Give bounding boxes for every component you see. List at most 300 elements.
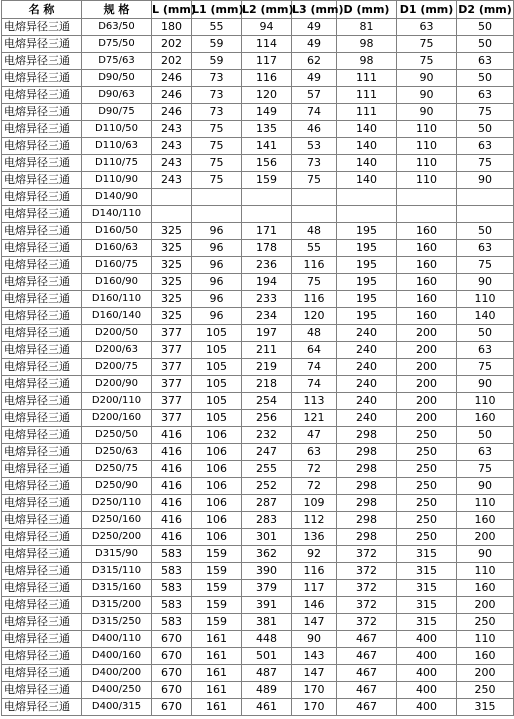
cell-spec: D75/50 <box>82 36 152 53</box>
cell-d2: 200 <box>457 597 514 614</box>
cell-l3: 53 <box>292 138 337 155</box>
cell-l3: 120 <box>292 308 337 325</box>
cell-l2: 178 <box>242 240 292 257</box>
cell-l: 243 <box>152 121 192 138</box>
cell-d: 195 <box>337 308 397 325</box>
cell-spec: D200/50 <box>82 325 152 342</box>
header-l3: L3 (mm) <box>292 1 337 19</box>
cell-l: 243 <box>152 138 192 155</box>
cell-d: 372 <box>337 546 397 563</box>
cell-name: 电熔异径三通 <box>2 529 82 546</box>
cell-l1: 96 <box>192 223 242 240</box>
cell-l1: 106 <box>192 495 242 512</box>
cell-d2: 160 <box>457 580 514 597</box>
cell-name: 电熔异径三通 <box>2 427 82 444</box>
cell-d1: 315 <box>397 580 457 597</box>
table-row <box>2 359 514 376</box>
cell-l2: 236 <box>242 257 292 274</box>
cell-name: 电熔异径三通 <box>2 648 82 665</box>
cell-l1: 59 <box>192 53 242 70</box>
cell-spec: D250/160 <box>82 512 152 529</box>
cell-spec: D160/90 <box>82 274 152 291</box>
table-row <box>2 699 514 716</box>
cell-l2: 211 <box>242 342 292 359</box>
cell-spec: D315/200 <box>82 597 152 614</box>
cell-d: 240 <box>337 393 397 410</box>
cell-l: 416 <box>152 461 192 478</box>
cell-name: 电熔异径三通 <box>2 206 82 223</box>
table-row <box>2 87 514 104</box>
cell-l2: 254 <box>242 393 292 410</box>
cell-d1: 160 <box>397 291 457 308</box>
cell-name: 电熔异径三通 <box>2 342 82 359</box>
header-name: 名 称 <box>2 1 82 19</box>
cell-name: 电熔异径三通 <box>2 393 82 410</box>
cell-l1: 161 <box>192 648 242 665</box>
cell-l2: 233 <box>242 291 292 308</box>
cell-d: 240 <box>337 410 397 427</box>
table-row <box>2 325 514 342</box>
spec-table <box>1 0 514 716</box>
cell-spec: D250/200 <box>82 529 152 546</box>
table-row <box>2 172 514 189</box>
cell-spec: D250/50 <box>82 427 152 444</box>
cell-name: 电熔异径三通 <box>2 19 82 36</box>
cell-spec: D400/200 <box>82 665 152 682</box>
cell-l2: 149 <box>242 104 292 121</box>
cell-d1: 160 <box>397 308 457 325</box>
cell-d1: 400 <box>397 631 457 648</box>
cell-l2: 219 <box>242 359 292 376</box>
cell-spec: D160/110 <box>82 291 152 308</box>
cell-spec: D315/160 <box>82 580 152 597</box>
table-row <box>2 19 514 36</box>
cell-name: 电熔异径三通 <box>2 325 82 342</box>
cell-l2: 141 <box>242 138 292 155</box>
cell-d: 467 <box>337 682 397 699</box>
cell-l1: 106 <box>192 512 242 529</box>
cell-name: 电熔异径三通 <box>2 444 82 461</box>
cell-l3: 170 <box>292 699 337 716</box>
cell-d2: 63 <box>457 444 514 461</box>
cell-name: 电熔异径三通 <box>2 699 82 716</box>
header-l1: L1 (mm) <box>192 1 242 19</box>
table-row <box>2 206 514 223</box>
cell-l3: 74 <box>292 359 337 376</box>
cell-d: 140 <box>337 138 397 155</box>
cell-l: 325 <box>152 223 192 240</box>
cell-d1: 250 <box>397 444 457 461</box>
table-row <box>2 308 514 325</box>
cell-l2: 301 <box>242 529 292 546</box>
cell-l2: 120 <box>242 87 292 104</box>
cell-l2: 256 <box>242 410 292 427</box>
cell-l3: 117 <box>292 580 337 597</box>
cell-spec: D140/110 <box>82 206 152 223</box>
cell-l2: 156 <box>242 155 292 172</box>
cell-d1: 200 <box>397 376 457 393</box>
cell-d: 372 <box>337 563 397 580</box>
cell-name: 电熔异径三通 <box>2 53 82 70</box>
cell-d2: 160 <box>457 410 514 427</box>
cell-l3: 49 <box>292 70 337 87</box>
cell-spec: D140/90 <box>82 189 152 206</box>
cell-d2: 90 <box>457 274 514 291</box>
cell-l1: 75 <box>192 138 242 155</box>
cell-l3: 47 <box>292 427 337 444</box>
cell-d1: 200 <box>397 359 457 376</box>
cell-d1: 315 <box>397 546 457 563</box>
table-row <box>2 614 514 631</box>
cell-l2 <box>242 189 292 206</box>
table-row <box>2 546 514 563</box>
cell-spec: D200/63 <box>82 342 152 359</box>
cell-d2: 200 <box>457 529 514 546</box>
table-row <box>2 393 514 410</box>
cell-name: 电熔异径三通 <box>2 563 82 580</box>
cell-l3: 49 <box>292 19 337 36</box>
cell-d2: 90 <box>457 478 514 495</box>
cell-l2: 247 <box>242 444 292 461</box>
cell-l3: 74 <box>292 376 337 393</box>
cell-l3: 74 <box>292 104 337 121</box>
cell-d <box>337 189 397 206</box>
cell-l3: 92 <box>292 546 337 563</box>
cell-d1: 90 <box>397 87 457 104</box>
cell-l1: 73 <box>192 104 242 121</box>
cell-d <box>337 206 397 223</box>
cell-name: 电熔异径三通 <box>2 155 82 172</box>
cell-l1: 161 <box>192 682 242 699</box>
cell-l3: 147 <box>292 665 337 682</box>
cell-l1: 159 <box>192 580 242 597</box>
cell-name: 电熔异径三通 <box>2 36 82 53</box>
table-row <box>2 155 514 172</box>
cell-d: 140 <box>337 155 397 172</box>
cell-d2: 250 <box>457 614 514 631</box>
cell-d2 <box>457 206 514 223</box>
cell-d1: 250 <box>397 529 457 546</box>
table-row <box>2 291 514 308</box>
cell-name: 电熔异径三通 <box>2 291 82 308</box>
cell-d: 195 <box>337 291 397 308</box>
cell-spec: D90/75 <box>82 104 152 121</box>
table-row <box>2 563 514 580</box>
cell-l2: 390 <box>242 563 292 580</box>
table-row <box>2 665 514 682</box>
cell-l1: 161 <box>192 665 242 682</box>
cell-l2: 232 <box>242 427 292 444</box>
cell-d: 298 <box>337 495 397 512</box>
table-row <box>2 257 514 274</box>
cell-l3: 112 <box>292 512 337 529</box>
cell-name: 电熔异径三通 <box>2 410 82 427</box>
cell-d2: 63 <box>457 87 514 104</box>
cell-d2: 90 <box>457 546 514 563</box>
cell-l3: 121 <box>292 410 337 427</box>
cell-d2: 250 <box>457 682 514 699</box>
table-row <box>2 444 514 461</box>
cell-l1: 159 <box>192 563 242 580</box>
cell-d: 111 <box>337 70 397 87</box>
cell-l: 583 <box>152 580 192 597</box>
cell-l: 246 <box>152 70 192 87</box>
cell-spec: D400/110 <box>82 631 152 648</box>
cell-d: 140 <box>337 172 397 189</box>
cell-d: 372 <box>337 614 397 631</box>
table-row <box>2 189 514 206</box>
cell-spec: D400/315 <box>82 699 152 716</box>
cell-l1: 106 <box>192 478 242 495</box>
cell-d: 240 <box>337 342 397 359</box>
cell-l: 583 <box>152 614 192 631</box>
table-row <box>2 631 514 648</box>
header-d2: D2 (mm) <box>457 1 514 19</box>
cell-name: 电熔异径三通 <box>2 172 82 189</box>
cell-spec: D160/75 <box>82 257 152 274</box>
cell-d1: 110 <box>397 172 457 189</box>
cell-d: 298 <box>337 529 397 546</box>
cell-d: 81 <box>337 19 397 36</box>
cell-l2: 218 <box>242 376 292 393</box>
cell-l1: 159 <box>192 597 242 614</box>
cell-name: 电熔异径三通 <box>2 104 82 121</box>
cell-d: 298 <box>337 512 397 529</box>
cell-d2: 200 <box>457 665 514 682</box>
cell-spec: D315/250 <box>82 614 152 631</box>
cell-l1: 59 <box>192 36 242 53</box>
cell-spec: D250/63 <box>82 444 152 461</box>
table-row <box>2 410 514 427</box>
table-row <box>2 529 514 546</box>
cell-l1: 106 <box>192 529 242 546</box>
cell-l2 <box>242 206 292 223</box>
table-body <box>2 19 514 716</box>
cell-l1: 159 <box>192 614 242 631</box>
cell-spec: D200/90 <box>82 376 152 393</box>
cell-l: 377 <box>152 359 192 376</box>
cell-l3: 72 <box>292 461 337 478</box>
cell-d1: 110 <box>397 155 457 172</box>
cell-name: 电熔异径三通 <box>2 682 82 699</box>
cell-l1: 75 <box>192 172 242 189</box>
table-row <box>2 580 514 597</box>
cell-d2: 50 <box>457 19 514 36</box>
cell-l1: 105 <box>192 393 242 410</box>
cell-name: 电熔异径三通 <box>2 495 82 512</box>
cell-l3: 64 <box>292 342 337 359</box>
cell-name: 电熔异径三通 <box>2 546 82 563</box>
cell-name: 电熔异径三通 <box>2 189 82 206</box>
cell-l1: 161 <box>192 699 242 716</box>
cell-d1: 200 <box>397 325 457 342</box>
cell-d: 111 <box>337 87 397 104</box>
cell-name: 电熔异径三通 <box>2 223 82 240</box>
cell-d2: 75 <box>457 461 514 478</box>
cell-d2: 315 <box>457 699 514 716</box>
cell-name: 电熔异径三通 <box>2 308 82 325</box>
cell-name: 电熔异径三通 <box>2 631 82 648</box>
cell-d: 467 <box>337 631 397 648</box>
cell-spec: D200/160 <box>82 410 152 427</box>
cell-d2: 63 <box>457 240 514 257</box>
cell-d: 467 <box>337 648 397 665</box>
cell-l2: 252 <box>242 478 292 495</box>
cell-name: 电熔异径三通 <box>2 376 82 393</box>
cell-name: 电熔异径三通 <box>2 597 82 614</box>
cell-l: 180 <box>152 19 192 36</box>
cell-l: 325 <box>152 291 192 308</box>
cell-l1: 106 <box>192 427 242 444</box>
cell-l3: 48 <box>292 223 337 240</box>
cell-d1 <box>397 206 457 223</box>
cell-d: 467 <box>337 665 397 682</box>
cell-l2: 362 <box>242 546 292 563</box>
cell-l1 <box>192 189 242 206</box>
cell-l1: 96 <box>192 257 242 274</box>
cell-l3: 116 <box>292 291 337 308</box>
cell-d1: 200 <box>397 342 457 359</box>
cell-d1: 90 <box>397 104 457 121</box>
cell-d2: 75 <box>457 359 514 376</box>
cell-l: 416 <box>152 444 192 461</box>
cell-l: 325 <box>152 240 192 257</box>
cell-l1: 96 <box>192 240 242 257</box>
cell-name: 电熔异径三通 <box>2 614 82 631</box>
cell-l3: 136 <box>292 529 337 546</box>
cell-d: 372 <box>337 580 397 597</box>
cell-d: 195 <box>337 274 397 291</box>
cell-d1: 400 <box>397 665 457 682</box>
cell-d: 467 <box>337 699 397 716</box>
cell-name: 电熔异径三通 <box>2 478 82 495</box>
cell-d: 195 <box>337 257 397 274</box>
cell-name: 电熔异径三通 <box>2 274 82 291</box>
cell-l: 670 <box>152 631 192 648</box>
header-l: L (mm) <box>152 1 192 19</box>
cell-spec: D400/250 <box>82 682 152 699</box>
cell-l1: 73 <box>192 70 242 87</box>
cell-d2: 50 <box>457 325 514 342</box>
cell-l1: 106 <box>192 444 242 461</box>
cell-l1: 105 <box>192 410 242 427</box>
cell-l3: 75 <box>292 274 337 291</box>
cell-d2: 75 <box>457 257 514 274</box>
cell-d2: 63 <box>457 342 514 359</box>
cell-d2: 50 <box>457 121 514 138</box>
cell-l3 <box>292 206 337 223</box>
header-d1: D1 (mm) <box>397 1 457 19</box>
cell-l: 377 <box>152 342 192 359</box>
cell-d2: 50 <box>457 427 514 444</box>
cell-l <box>152 189 192 206</box>
table-row <box>2 36 514 53</box>
cell-l2: 287 <box>242 495 292 512</box>
cell-l3: 57 <box>292 87 337 104</box>
cell-d2: 110 <box>457 495 514 512</box>
cell-spec: D90/63 <box>82 87 152 104</box>
cell-d1: 90 <box>397 70 457 87</box>
cell-name: 电熔异径三通 <box>2 257 82 274</box>
table-row <box>2 648 514 665</box>
table-row <box>2 274 514 291</box>
cell-d2: 90 <box>457 376 514 393</box>
cell-d: 298 <box>337 478 397 495</box>
cell-l3: 63 <box>292 444 337 461</box>
cell-l2: 171 <box>242 223 292 240</box>
cell-d: 298 <box>337 444 397 461</box>
cell-d1: 315 <box>397 563 457 580</box>
cell-name: 电熔异径三通 <box>2 138 82 155</box>
cell-l1: 96 <box>192 274 242 291</box>
cell-d1: 250 <box>397 478 457 495</box>
cell-d2: 50 <box>457 70 514 87</box>
cell-l1: 106 <box>192 461 242 478</box>
table-row <box>2 342 514 359</box>
cell-d2: 160 <box>457 512 514 529</box>
cell-d: 240 <box>337 325 397 342</box>
cell-d1: 250 <box>397 461 457 478</box>
cell-d2: 160 <box>457 648 514 665</box>
cell-l: 583 <box>152 563 192 580</box>
cell-l1: 73 <box>192 87 242 104</box>
cell-l3: 75 <box>292 172 337 189</box>
cell-d: 140 <box>337 121 397 138</box>
cell-d1: 110 <box>397 138 457 155</box>
cell-d2: 63 <box>457 53 514 70</box>
table-row <box>2 682 514 699</box>
cell-d1: 400 <box>397 648 457 665</box>
cell-d2: 110 <box>457 291 514 308</box>
table-row <box>2 121 514 138</box>
cell-l1: 161 <box>192 631 242 648</box>
cell-l2: 379 <box>242 580 292 597</box>
cell-d: 372 <box>337 597 397 614</box>
cell-spec: D110/63 <box>82 138 152 155</box>
cell-d: 111 <box>337 104 397 121</box>
cell-l3: 109 <box>292 495 337 512</box>
cell-l2: 487 <box>242 665 292 682</box>
cell-l: 377 <box>152 393 192 410</box>
cell-spec: D315/110 <box>82 563 152 580</box>
cell-l3: 113 <box>292 393 337 410</box>
cell-l2: 461 <box>242 699 292 716</box>
cell-l3: 143 <box>292 648 337 665</box>
cell-spec: D110/50 <box>82 121 152 138</box>
cell-l: 583 <box>152 597 192 614</box>
cell-l3: 147 <box>292 614 337 631</box>
cell-l: 377 <box>152 325 192 342</box>
cell-l1: 75 <box>192 155 242 172</box>
cell-l1: 105 <box>192 325 242 342</box>
cell-d1: 250 <box>397 427 457 444</box>
cell-d1: 315 <box>397 614 457 631</box>
cell-d1: 75 <box>397 36 457 53</box>
cell-l3: 170 <box>292 682 337 699</box>
cell-l2: 197 <box>242 325 292 342</box>
cell-spec: D200/110 <box>82 393 152 410</box>
cell-l2: 255 <box>242 461 292 478</box>
cell-l: 670 <box>152 665 192 682</box>
cell-name: 电熔异径三通 <box>2 461 82 478</box>
cell-d2: 75 <box>457 155 514 172</box>
table-row <box>2 495 514 512</box>
cell-name: 电熔异径三通 <box>2 512 82 529</box>
cell-l3: 72 <box>292 478 337 495</box>
cell-l: 670 <box>152 682 192 699</box>
cell-l2: 116 <box>242 70 292 87</box>
cell-l2: 114 <box>242 36 292 53</box>
